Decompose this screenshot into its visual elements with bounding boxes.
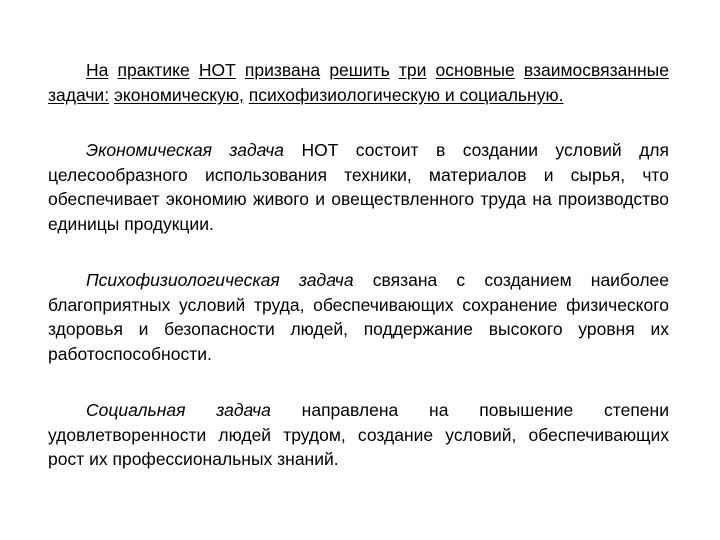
intro-word: решить [329, 60, 390, 80]
intro-word: три [398, 60, 427, 80]
social-task-text: направлена на повышение степени удовлетворенности людей трудом, создание условий, обеспечивающих рост их профессиональных знаний. [48, 400, 669, 469]
intro-word: задачи: [48, 84, 110, 105]
intro-word: призвана [244, 60, 321, 80]
psycho-task-term: Психофизиологическая задача [86, 270, 354, 290]
intro-word: НОТ [198, 60, 236, 80]
intro-word: психофизиологическую и социальную. [248, 84, 564, 105]
intro-word: экономическую, [113, 84, 244, 105]
psycho-task-paragraph [48, 268, 669, 366]
intro-word: На [86, 60, 109, 80]
economic-task-text: НОТ состоит в создании условий для целесообразного использования техники, материалов и сырья, что обеспечивает экономию живого и овеществленного труда на производство единицы продукции. [48, 140, 669, 234]
economic-task-term: Экономическая задача [86, 140, 285, 160]
intro-word: основные [435, 60, 515, 80]
economic-task-paragraph [48, 138, 669, 236]
intro-word: взаимосвязанные [523, 60, 669, 80]
intro-word: практике [117, 60, 190, 80]
social-task-paragraph [48, 398, 669, 472]
psycho-task-text: связана с созданием наиболее благоприятных условий труда, обеспечивающих сохранение физического здоровья и безопасности людей, поддержание высокого уровня их работоспособности. [48, 270, 670, 364]
slide-content [48, 58, 669, 472]
social-task-term: Социальная задача [86, 400, 271, 420]
intro-paragraph [48, 58, 669, 107]
